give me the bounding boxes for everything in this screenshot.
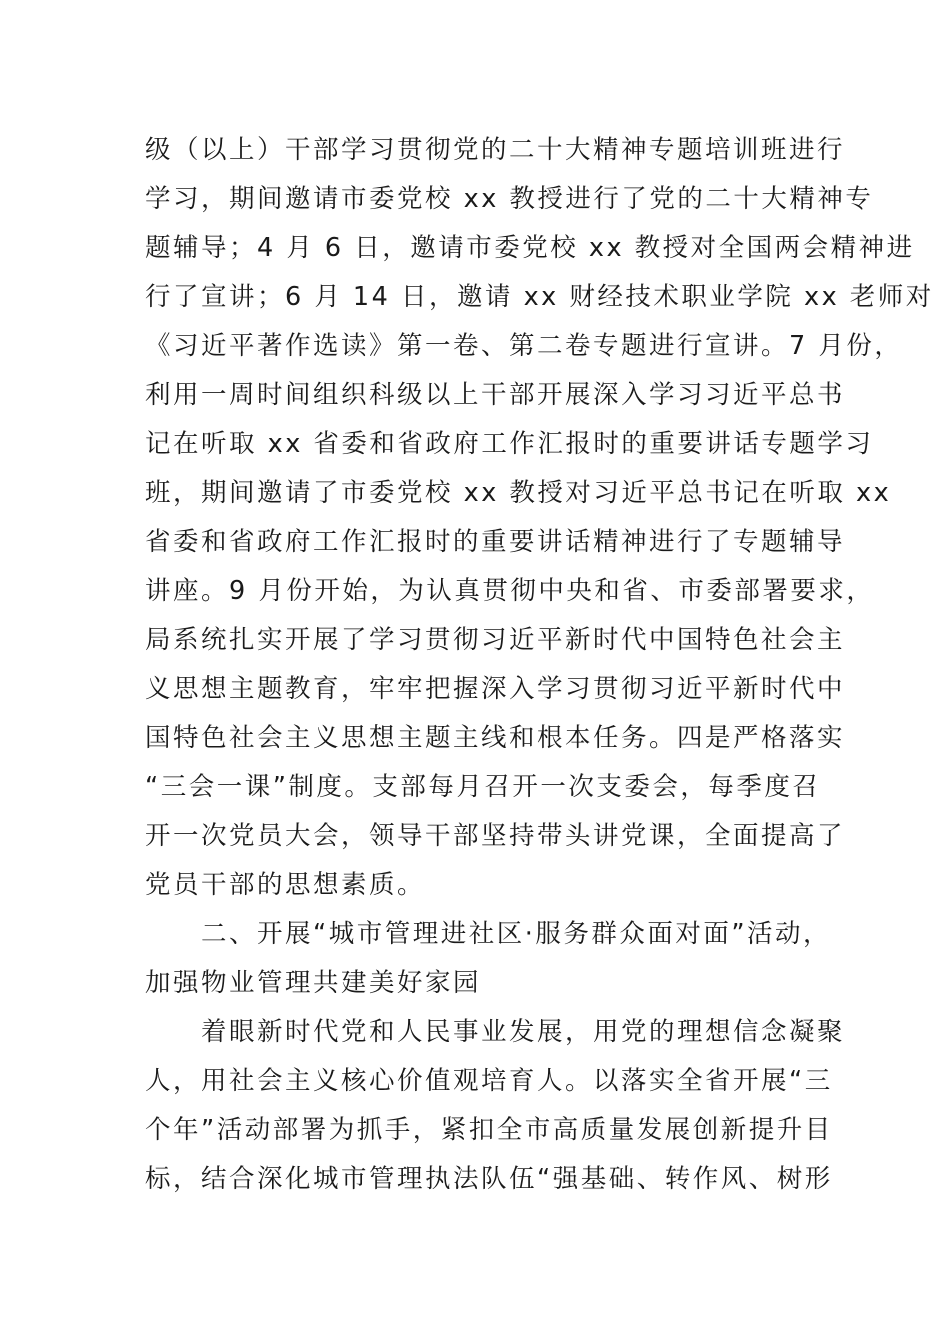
section-heading-line: 加强物业管理共建美好家园 (145, 968, 482, 998)
text-line: 级（以上）干部学习贯彻党的二十大精神专题培训班进行 (145, 135, 846, 165)
text-line: 开一次党员大会，领导干部坚持带头讲党课，全面提高了 (145, 821, 846, 851)
text-line: 讲座。9 月份开始，为认真贯彻中央和省、市委部署要求， (145, 576, 875, 606)
document-body (145, 126, 934, 1204)
text-line: 人，用社会主义核心价值观培育人。以落实全省开展“三 (145, 1066, 833, 1096)
text-line: 着眼新时代党和人民事业发展，用党的理想信念凝聚 (201, 1017, 846, 1047)
text-line: 记在听取 xx 省委和省政府工作汇报时的重要讲话专题学习 (145, 429, 874, 459)
text-line: 个年”活动部署为抓手，紧扣全市高质量发展创新提升目 (145, 1115, 833, 1145)
text-line: 题辅导；4 月 6 日，邀请市委党校 xx 教授对全国两会精神进 (145, 233, 915, 263)
text-line: 省委和省政府工作汇报时的重要讲话精神进行了专题辅导 (145, 527, 846, 557)
text-line: 行了宣讲；6 月 14 日，邀请 xx 财经技术职业学院 xx 老师对 (145, 282, 934, 312)
text-line: 利用一周时间组织科级以上干部开展深入学习习近平总书 (145, 380, 846, 410)
text-line: 党员干部的思想素质。 (145, 870, 426, 900)
text-line: 学习，期间邀请市委党校 xx 教授进行了党的二十大精神专 (145, 184, 874, 214)
text-line: 义思想主题教育，牢牢把握深入学习贯彻习近平新时代中 (145, 674, 846, 704)
text-line: 国特色社会主义思想主题主线和根本任务。四是严格落实 (145, 723, 846, 753)
text-line: 局系统扎实开展了学习贯彻习近平新时代中国特色社会主 (145, 625, 846, 655)
text-line: 班，期间邀请了市委党校 xx 教授对习近平总书记在听取 xx (145, 478, 892, 508)
text-line: 标，结合深化城市管理执法队伍“强基础、转作风、树形 (145, 1164, 833, 1194)
text-line: 《习近平著作选读》第一卷、第二卷专题进行宣讲。7 月份， (145, 331, 903, 361)
text-line: “三会一课”制度。支部每月召开一次支委会，每季度召 (145, 772, 821, 802)
section-heading-line: 二、开展“城市管理进社区·服务群众面对面”活动， (201, 919, 832, 949)
